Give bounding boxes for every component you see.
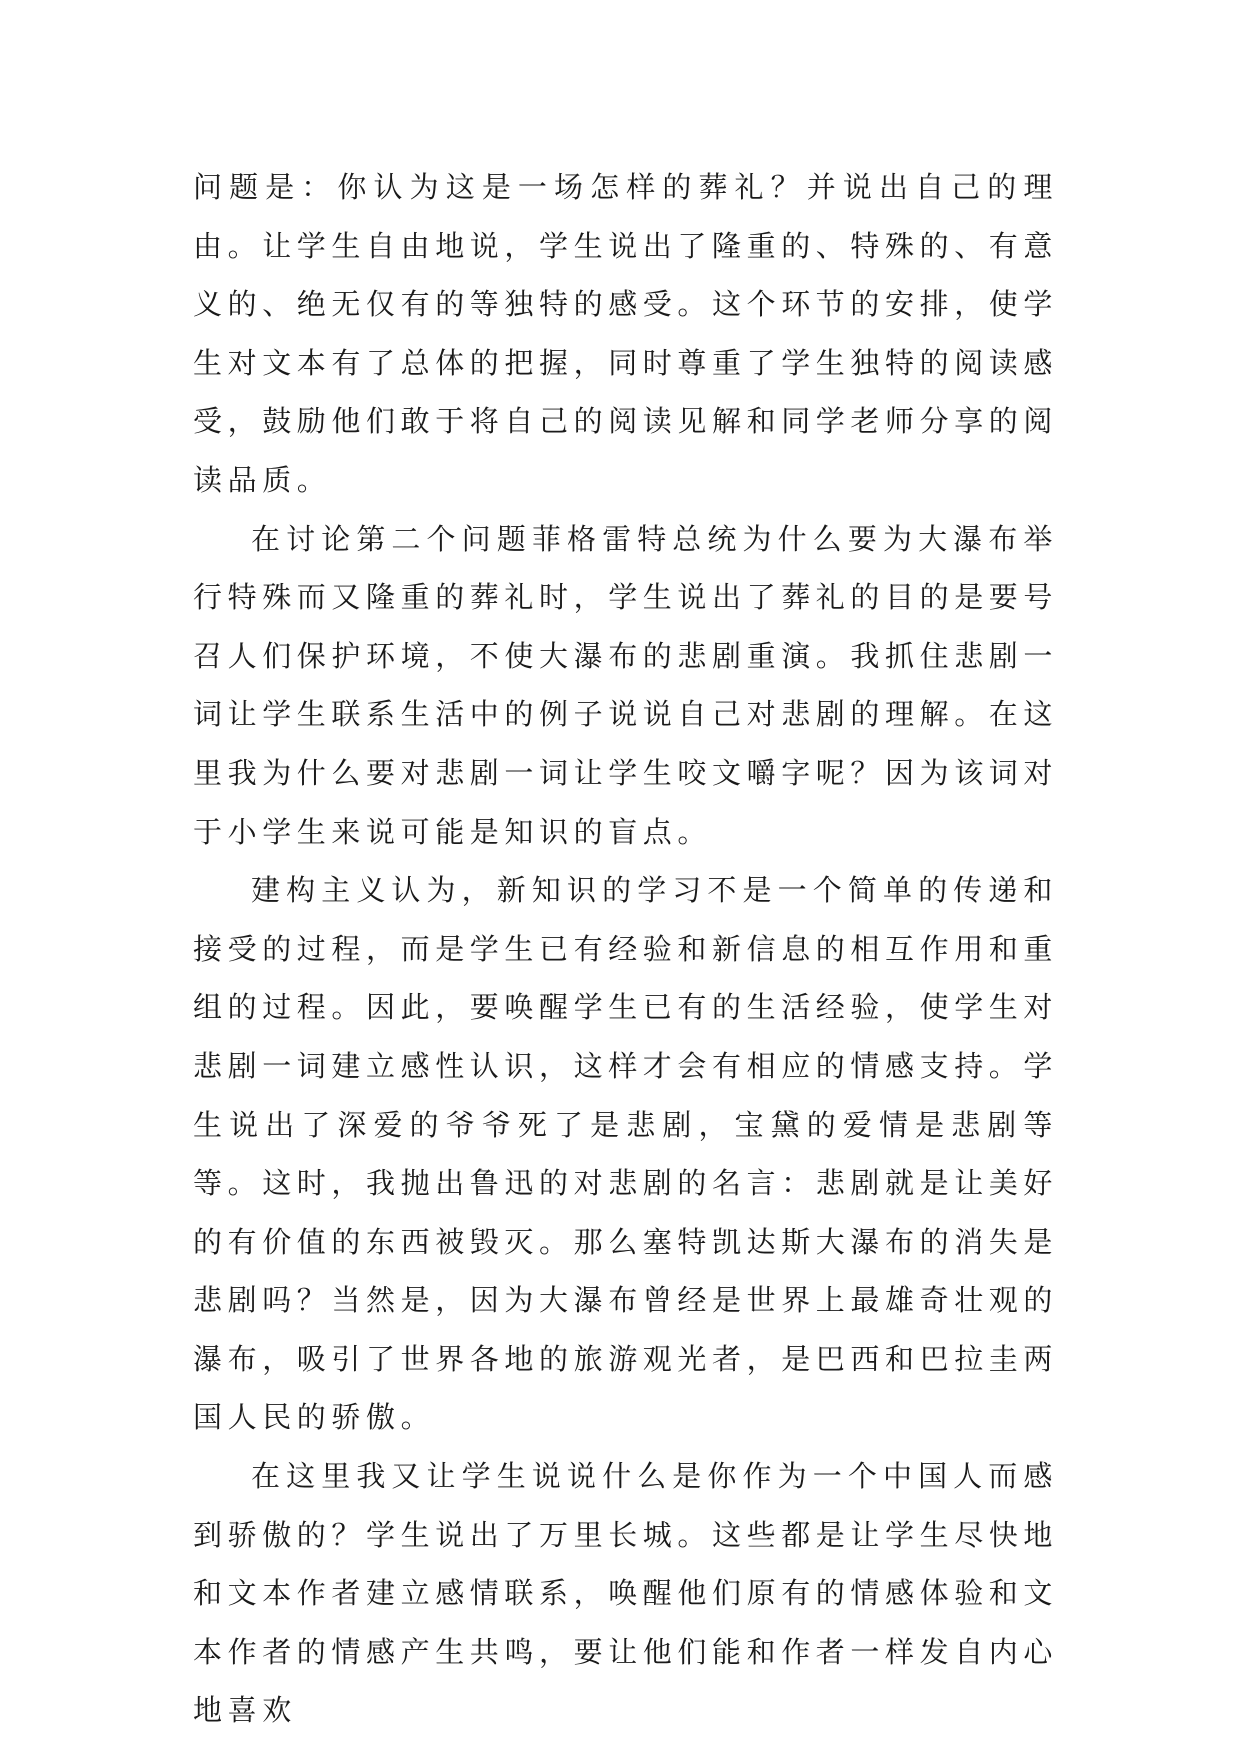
body-text <box>193 158 1058 1740</box>
paragraph-1: 问题是：你认为这是一场怎样的葬礼？并说出自己的理由。让学生自由地说，学生说出了隆重的、特殊的、有意义的、绝无仅有的等独特的感受。这个环节的安排，使学生对文本有了总体的把握，同时尊重了学生独特的阅读感受，鼓励他们敢于将自己的阅读见解和同学老师分享的阅读品质。 <box>193 170 1059 497</box>
paragraph-3: 建构主义认为，新知识的学习不是一个简单的传递和接受的过程，而是学生已有经验和新信息的相互作用和重组的过程。因此，要唤醒学生已有的生活经验，使学生对悲剧一词建立感性认识，这样才会有相应的情感支持。学生说出了深爱的爷爷死了是悲剧，宝黛的爱情是悲剧等等。这时，我抛出鲁迅的对悲剧的名言：悲剧就是让美好的有价值的东西被毁灭。那么塞特凯达斯大瀑布的消失是悲剧吗？当然是，因为大瀑布曾经是世界上最雄奇壮观的瀑布，吸引了世界各地的旅游观光者，是巴西和巴拉圭两国人民的骄傲。 <box>193 873 1059 1435</box>
paragraph-4: 在这里我又让学生说说什么是你作为一个中国人而感到骄傲的？学生说出了万里长城。这些都是让学生尽快地和文本作者建立感情联系，唤醒他们原有的情感体验和文本作者的情感产生共鸣，要让他们能和作者一样发自内心地喜欢 <box>193 1459 1059 1728</box>
paragraph-2: 在讨论第二个问题菲格雷特总统为什么要为大瀑布举行特殊而又隆重的葬礼时，学生说出了葬礼的目的是要号召人们保护环境，不使大瀑布的悲剧重演。我抓住悲剧一词让学生联系生活中的例子说说自己对悲剧的理解。在这里我为什么要对悲剧一词让学生咬文嚼字呢？因为该词对于小学生来说可能是知识的盲点。 <box>193 521 1059 849</box>
